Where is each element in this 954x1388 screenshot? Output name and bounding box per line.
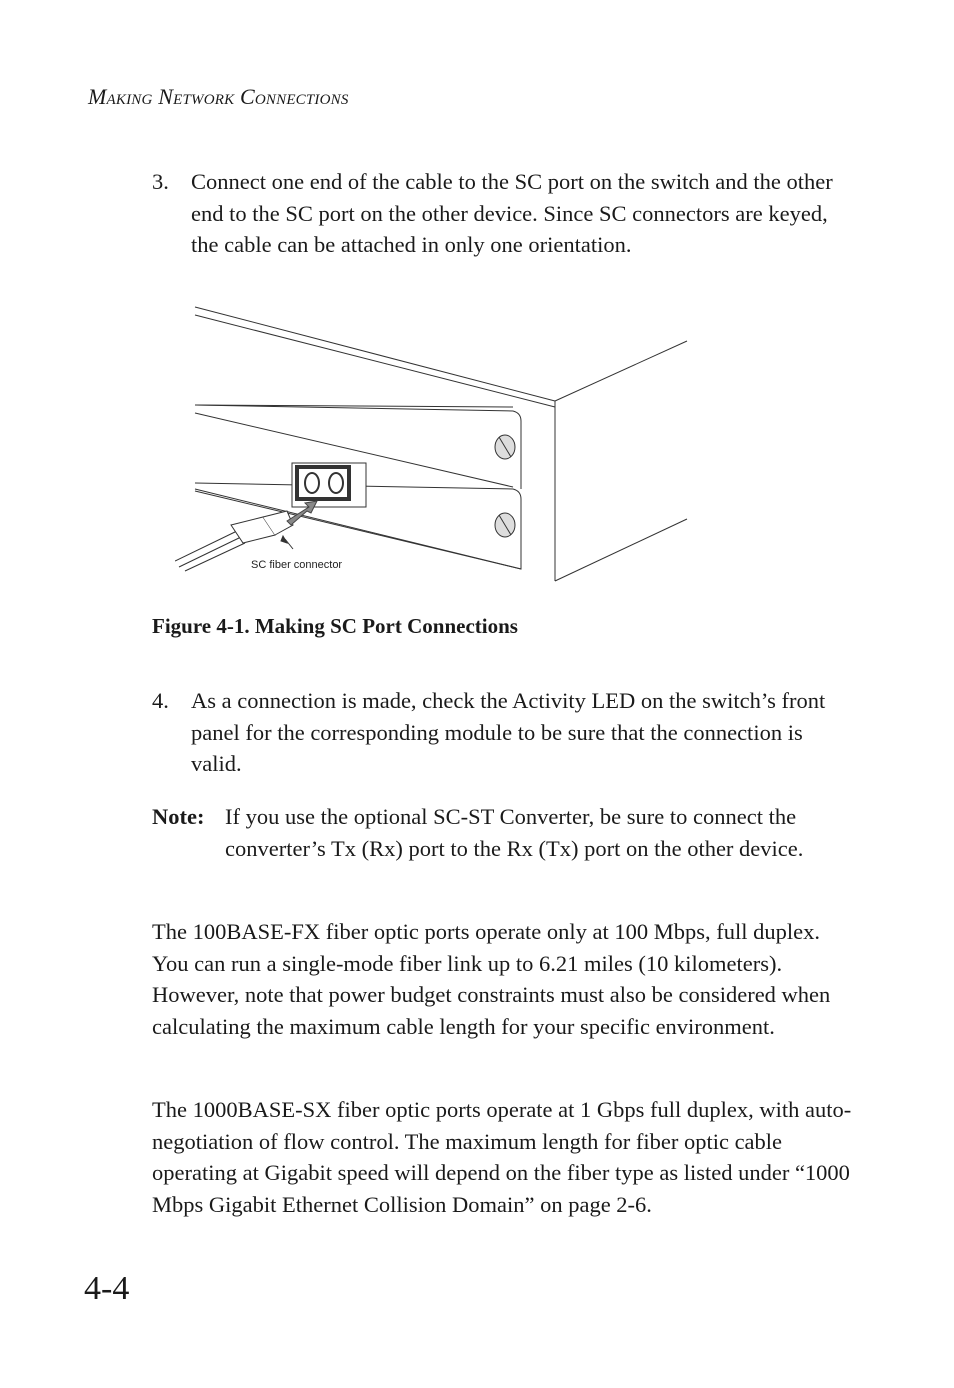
step-4 xyxy=(152,685,852,780)
page-number: 4-4 xyxy=(84,1270,130,1307)
paragraph-100base-fx: The 100BASE-FX fiber optic ports operate only at 100 Mbps, full duplex. You can run a single-mode fiber link up to 6.21 miles (10 kilometers). However, note that power budget constraints must also be considered when calculating the maximum cable length for your specific environment. xyxy=(152,919,831,1039)
note-text: If you use the optional SC-ST Converter, be sure to connect the converter’s Tx (Rx) port to the Rx (Tx) port on the other device. xyxy=(225,804,804,861)
paragraph-1000base-sx: The 1000BASE-SX fiber optic ports operate at 1 Gbps full duplex, with auto-negotiation of flow control. The maximum length for fiber optic cable operating at Gigabit speed will depend on the fiber type as listed under “1000 Mbps Gigabit Ethernet Collision Domain” on page 2-6. xyxy=(152,1097,852,1217)
step-number: 3. xyxy=(152,169,169,194)
figure-caption: Figure 4-1. Making SC Port Connections xyxy=(152,614,518,638)
connector-label: SC fiber connector xyxy=(251,559,343,571)
note-block xyxy=(152,801,852,864)
sc-port-figure xyxy=(175,303,695,588)
step-3 xyxy=(152,166,852,261)
running-header: Making Network Connections xyxy=(88,84,349,109)
switch-illustration xyxy=(175,303,695,588)
note-label: Note: xyxy=(152,804,205,829)
step-number: 4. xyxy=(152,688,169,713)
step-text: Connect one end of the cable to the SC port on the switch and the other end to the SC port on the other device. Since SC connectors are keyed, the cable can be attached in only one orientation. xyxy=(191,169,833,257)
step-text: As a connection is made, check the Activity LED on the switch’s front panel for the corresponding module to be sure that the connection is valid. xyxy=(191,688,826,776)
